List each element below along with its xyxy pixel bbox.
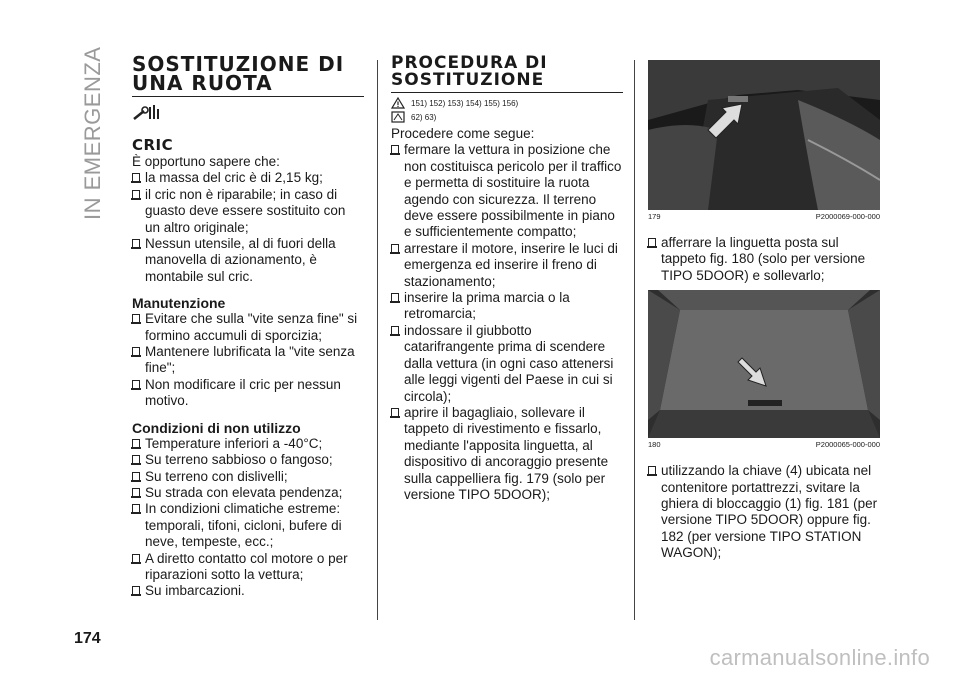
list-item-text: inserire la prima marcia o la retromarcia; <box>404 290 570 322</box>
list-item <box>391 241 623 290</box>
bullet-icon <box>391 326 399 335</box>
maintenance-heading: Manutenzione <box>132 295 226 312</box>
list-item <box>648 463 880 561</box>
bullet-icon <box>132 347 140 356</box>
list-item-text: utilizzando la chiave (4) ubicata nel contenitore portattrezzi, svitare la ghiera di bloccaggio (1) fig. 181 (per versione TIPO 5DOOR) oppure fig. 182 (per versione TIPO STATION WAGON); <box>661 463 878 561</box>
list-item <box>648 235 880 284</box>
list-item-text: il cric non è riparabile; in caso di guasto deve essere sostituito con un altro originale; <box>145 186 346 235</box>
bullet-icon <box>132 554 140 563</box>
column-divider-1 <box>377 60 378 620</box>
watermark: carmanualsonline.info <box>709 645 930 670</box>
procedure-title-rule <box>391 92 623 93</box>
list-item-text: arrestare il motore, inserire le luci di emergenza ed inserire il freno di stazionamento; <box>404 240 618 289</box>
page-number: 174 <box>74 630 101 647</box>
list-item-text: afferrare la linguetta posta sul tappeto fig. 180 (solo per versione TIPO 5DOOR) e sollevarlo; <box>661 235 866 283</box>
bullet-icon <box>132 380 140 389</box>
bullet-icon <box>132 488 140 497</box>
list-item-text: In condizioni climatiche estreme: temporali, tifoni, cicloni, bufere di neve, tempeste, ecc.; <box>145 501 342 550</box>
list-item <box>132 583 364 599</box>
list-item-text: Temperature inferiori a -40°C; <box>145 435 323 451</box>
conditions-list <box>132 436 364 600</box>
list-item-text: Nessun utensile, al di fuori della manovella di azionamento, è montabile sul cric. <box>145 236 336 284</box>
list-item <box>132 501 364 550</box>
bullet-icon <box>391 408 399 417</box>
bullet-icon <box>132 190 140 199</box>
list-item <box>132 236 364 285</box>
procedure-title-line-1: PROCEDURA DI <box>391 53 548 73</box>
figure-179-caption <box>648 212 880 221</box>
procedure-title <box>391 55 623 89</box>
list-item <box>132 452 364 468</box>
title-rule <box>132 96 364 97</box>
list-item <box>132 187 364 236</box>
list-item-text: Mantenere lubrificata la "vite senza fine"; <box>145 344 355 376</box>
conditions-heading: Condizioni di non utilizzo <box>132 419 301 436</box>
list-item-text: Su terreno sabbioso o fangoso; <box>145 452 333 468</box>
bullet-icon <box>132 239 140 248</box>
list-item <box>132 311 364 344</box>
bullet-icon <box>132 586 140 595</box>
bullet-icon <box>132 439 140 448</box>
bullet-icon <box>648 466 656 475</box>
figure-number: 180 <box>648 440 661 450</box>
section-side-label <box>80 46 105 220</box>
list-item <box>132 469 364 485</box>
figure-code: P2000065-000-000 <box>815 440 880 450</box>
list-item <box>132 485 364 501</box>
list-item <box>391 323 623 405</box>
list-item-text: fermare la vettura in posizione che non costituisca pericolo per il traffico e permetta di sostituire la ruota agendo con sicurezza. Il terreno deve essere possibilmente in piano e sufficientemente compatto; <box>404 142 622 240</box>
figure-code: P2000069-000-000 <box>815 212 880 221</box>
list-item-text: aprire il bagagliaio, sollevare il tappeto di rivestimento e fissarlo, mediante l'apposita linguetta, al dispositivo di ancoraggio presente sulla cappelliera fig. 179 (solo per versione TIPO 5DOOR); <box>404 404 609 502</box>
cric-heading: CRIC <box>132 136 174 154</box>
list-item <box>132 551 364 584</box>
figure-180-caption <box>648 440 880 449</box>
list-item <box>391 290 623 323</box>
bullet-icon <box>648 238 656 247</box>
list-item-text: A diretto contatto col motore o per riparazioni sotto la vettura; <box>145 550 348 582</box>
page-title-line-1: SOSTITUZIONE DI <box>132 52 345 76</box>
bullet-icon <box>132 504 140 513</box>
column-1 <box>132 52 364 600</box>
list-item <box>132 436 364 452</box>
list-item-text: Su terreno con dislivelli; <box>145 468 288 484</box>
column-divider-2 <box>634 60 635 620</box>
warning-icon <box>391 97 405 109</box>
column-3 <box>648 60 880 562</box>
bullet-icon <box>132 472 140 481</box>
list-item-text: la massa del cric è di 2,15 kg; <box>145 170 323 186</box>
section-side-label-text: IN EMERGENZA <box>80 46 105 220</box>
list-item-text: Non modificare il cric per nessun motivo. <box>145 376 341 409</box>
procedure-list <box>391 142 623 503</box>
list-item <box>132 344 364 377</box>
procedure-title-line-2: SOSTITUZIONE <box>391 70 545 90</box>
list-item-text: Su imbarcazioni. <box>145 583 245 599</box>
cric-list <box>132 170 364 285</box>
bullet-icon <box>132 455 140 464</box>
figure-number: 179 <box>648 212 661 221</box>
column-2 <box>391 55 623 503</box>
caution-refs-text: 62) 63) <box>411 112 437 122</box>
warning-refs-text: 151) 152) 153) 154) 155) 156) <box>411 98 519 108</box>
procedure-intro: Procedere come segue: <box>391 126 535 141</box>
list-item-text: indossare il giubbotto catarifrangente prima di scendere dalla vettura (in ogni caso attenersi alle leggi vigenti del Paese in cui si circola); <box>404 322 614 404</box>
bullet-icon <box>132 314 140 323</box>
caution-refs <box>391 111 623 123</box>
list-item-text: Evitare che sulla "vite senza fine" si formino accumuli di sporcizia; <box>145 311 358 343</box>
list-item-text: Su strada con elevata pendenza; <box>145 484 343 500</box>
cric-intro: È opportuno sapere che: <box>132 154 280 169</box>
bullet-icon <box>132 173 140 182</box>
bullet-icon <box>391 244 399 253</box>
list-item <box>391 405 623 503</box>
wrench-tools-icon <box>132 103 364 128</box>
page-title-line-2: UNA RUOTA <box>132 71 273 95</box>
bullet-icon <box>391 293 399 302</box>
figure-179-image <box>648 60 880 210</box>
page-title <box>132 52 364 95</box>
warning-refs <box>391 97 623 109</box>
list-item <box>391 142 623 240</box>
bullet-icon <box>391 145 399 154</box>
list-item <box>132 377 364 410</box>
maintenance-list <box>132 311 364 409</box>
figure-180-image <box>648 290 880 438</box>
list-item <box>132 170 364 186</box>
caution-icon <box>391 111 405 123</box>
